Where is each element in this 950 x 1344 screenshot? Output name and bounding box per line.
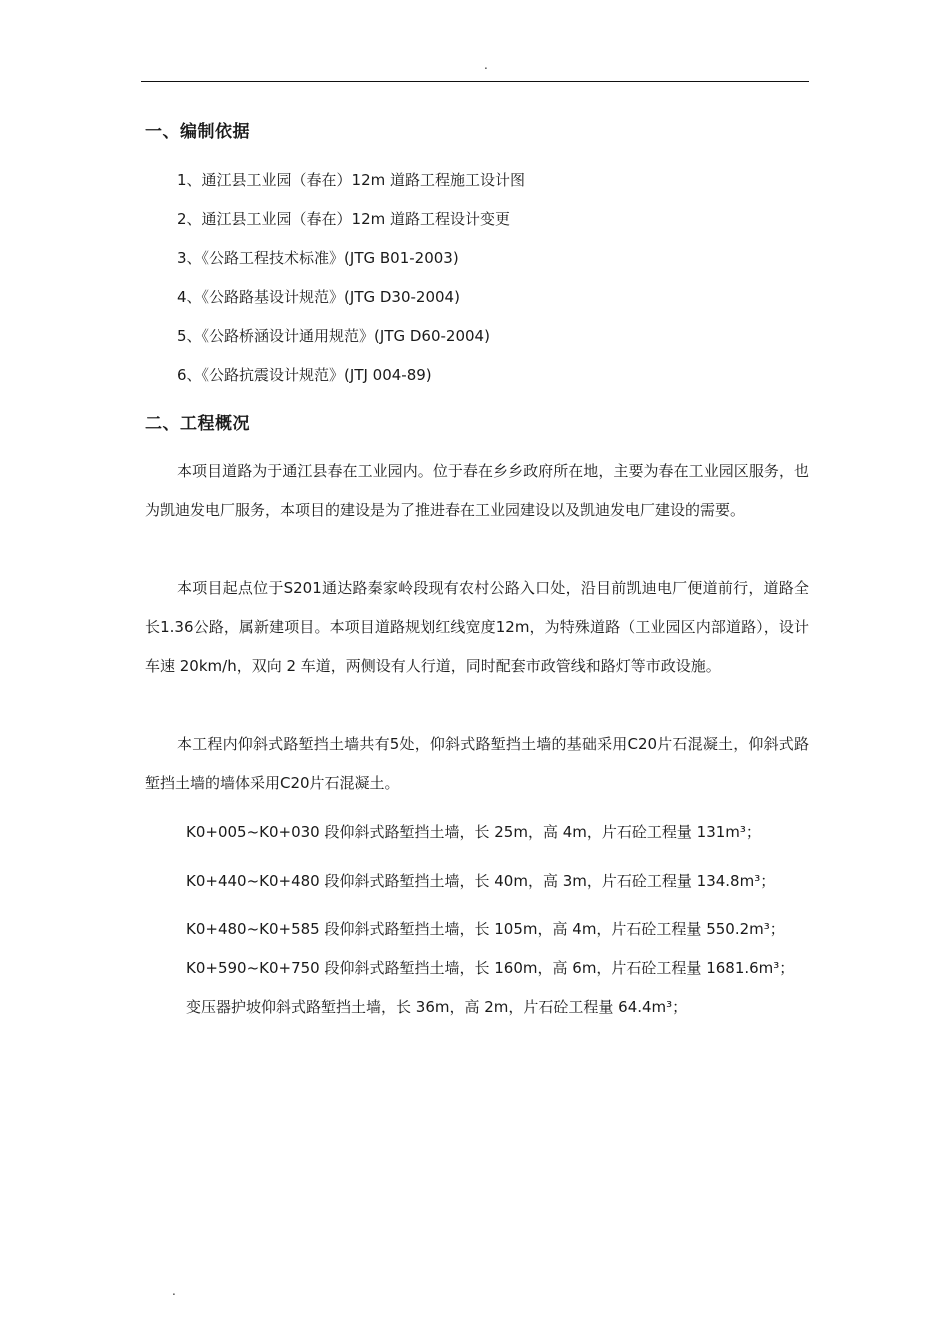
reference-item: 6、《公路抗震设计规范》(JTJ 004-89): [177, 366, 432, 384]
retaining-wall-item: K0+590~K0+750 段仰斜式路堑挡土墙，长 160m，高 6m，片石砼工程量 1681.6m³；: [186, 959, 795, 977]
section-heading-basis: 一、编制依据: [145, 122, 250, 142]
reference-item: 3、《公路工程技术标准》(JTG B01-2003): [177, 249, 459, 267]
reference-item: 5、《公路桥涵设计通用规范》(JTG D60-2004): [177, 327, 490, 345]
retaining-wall-item: K0+005~K0+030 段仰斜式路堑挡土墙，长 25m，高 4m，片石砼工程量 131m³；: [186, 823, 761, 841]
header-rule: [141, 81, 809, 82]
reference-item: 1、通江县工业园（春在）12m 道路工程施工设计图: [177, 171, 526, 189]
overview-paragraph: 本项目起点位于S201通达路秦家岭段现有农村公路入口处，沿目前凯迪电厂便道前行，道路全长1.36公路，属新建项目。本项目道路规划红线宽度12m，为特殊道路（工业园区内部道路），设计车速 20km/h，双向 2 车道，两侧设有人行道，同时配套市政管线和路灯等市政设施。: [145, 579, 809, 675]
overview-paragraph: 本项目道路为于通江县春在工业园内。位于春在乡乡政府所在地，主要为春在工业园区服务，也为凯迪发电厂服务，本项目的建设是为了推进春在工业园建设以及凯迪发电厂建设的需要。: [145, 462, 809, 519]
reference-item: 4、《公路路基设计规范》(JTG D30-2004): [177, 288, 460, 306]
section-heading-overview: 二、工程概况: [145, 414, 250, 434]
retaining-wall-item: 变压器护坡仰斜式路堑挡土墙，长 36m，高 2m，片石砼工程量 64.4m³；: [186, 998, 688, 1016]
reference-item: 2、通江县工业园（春在）12m 道路工程设计变更: [177, 210, 511, 228]
header-mark: .: [484, 58, 488, 72]
retaining-wall-item: K0+440~K0+480 段仰斜式路堑挡土墙，长 40m，高 3m，片石砼工程量 134.8m³；: [186, 872, 776, 890]
overview-paragraph: 本工程内仰斜式路堑挡土墙共有5处，仰斜式路堑挡土墙的基础采用C20片石混凝土，仰斜式路堑挡土墙的墙体采用C20片石混凝土。: [145, 735, 809, 792]
footer-mark: .: [172, 1284, 176, 1298]
retaining-wall-item: K0+480~K0+585 段仰斜式路堑挡土墙，长 105m，高 4m，片石砼工程量 550.2m³；: [186, 920, 785, 938]
